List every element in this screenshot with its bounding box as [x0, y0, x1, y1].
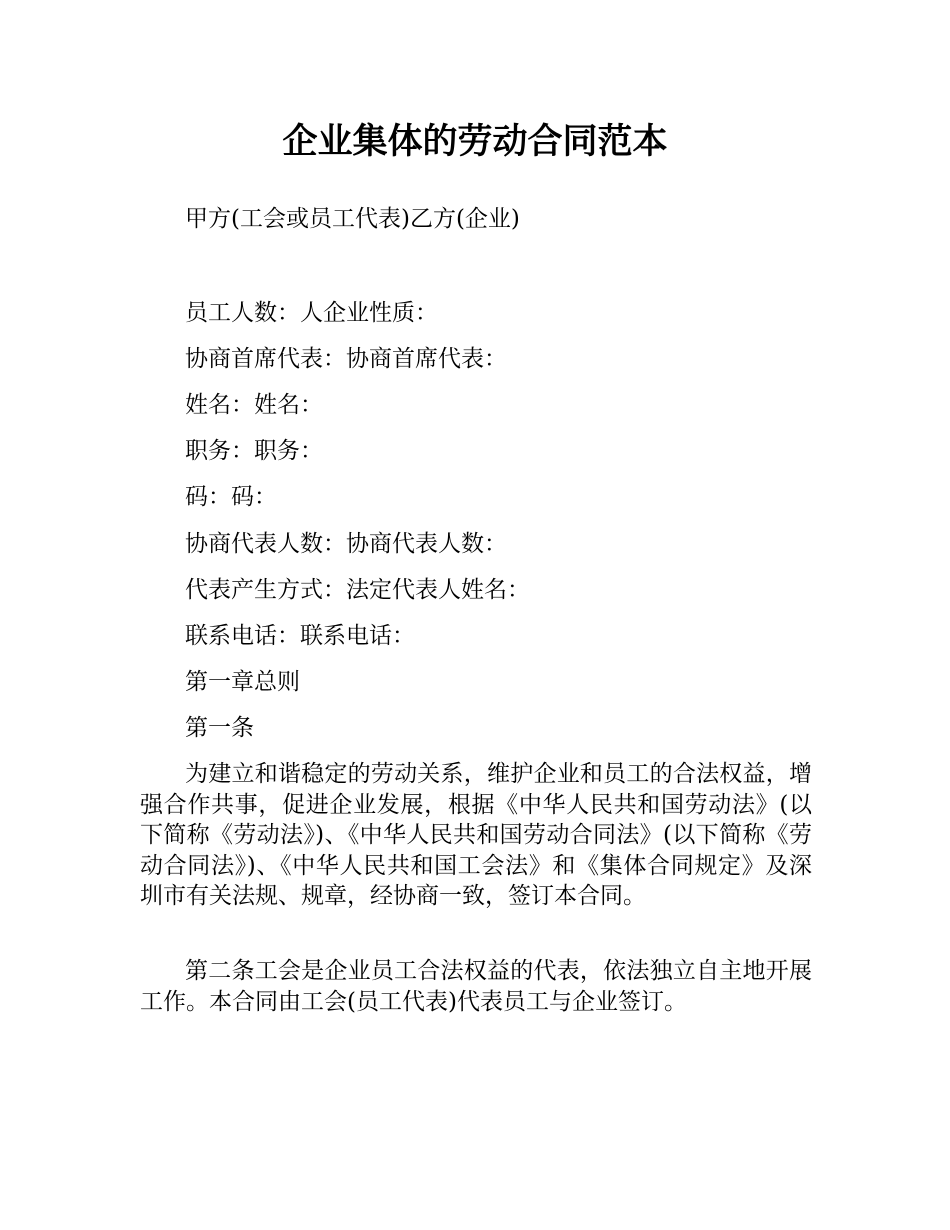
field-employee-count: 员工人数：人企业性质： [185, 300, 438, 326]
field-code: 码：码： [185, 484, 277, 510]
field-position: 职务：职务： [185, 438, 323, 464]
field-phone: 联系电话：联系电话： [185, 623, 415, 649]
parties-line: 甲方(工会或员工代表)乙方(企业) [185, 206, 520, 232]
paragraph-article-one: 为建立和谐稳定的劳动关系，维护企业和员工的合法权益，增强合作共事，促进企业发展，根据《中华人民共和国劳动法》(以下简称《劳动法》)、《中华人民共和国劳动合同法》(以下简称《劳动合同法》)、《中华人民共和国工会法》和《集体合同规定》及深圳市有关法规、规章，经协商一致，签订本合同。 [140, 761, 812, 909]
document-title: 企业集体的劳动合同范本 [282, 122, 668, 162]
field-selection-method: 代表产生方式：法定代表人姓名： [185, 577, 530, 603]
paragraph-article-two: 第二条工会是企业员工合法权益的代表，依法独立自主地开展工作。本合同由工会(员工代表)代表员工与企业签订。 [140, 958, 812, 1015]
chapter-heading: 第一章总则 [185, 669, 300, 695]
field-representative-count: 协商代表人数：协商代表人数： [185, 531, 507, 557]
field-chief-representative: 协商首席代表：协商首席代表： [185, 346, 507, 372]
article-heading: 第一条 [185, 715, 254, 741]
field-name: 姓名：姓名： [185, 392, 323, 418]
